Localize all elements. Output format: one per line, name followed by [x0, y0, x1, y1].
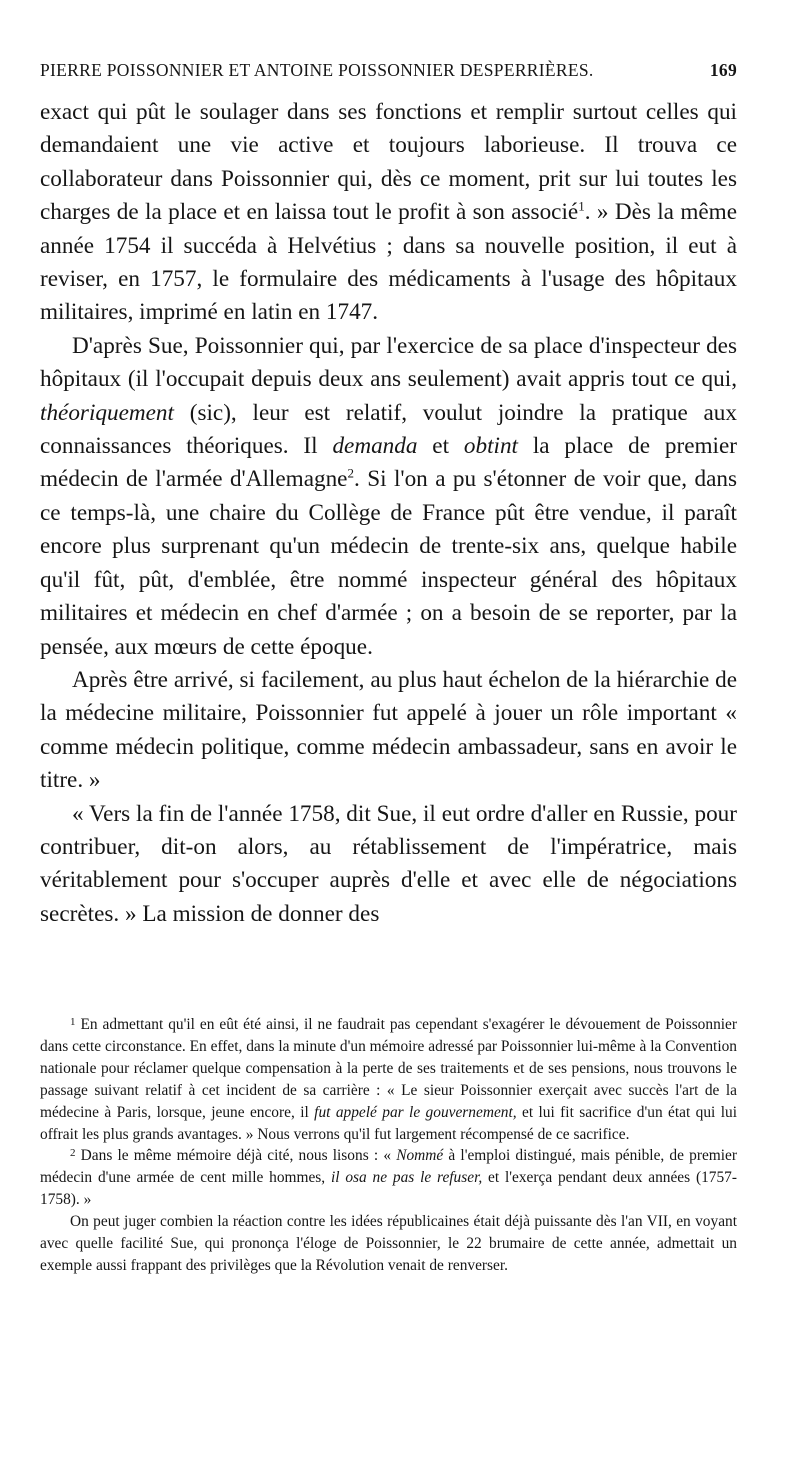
- text-run: et lui fit sacrifice d'un état qui lui offrait les plus grands avantages. » Nous verrons qu'il fut largement récompensé de ce sacrifice.: [40, 1103, 737, 1143]
- text-run: et l'exerça pendant deux années (1757-1758). »: [40, 1169, 737, 1209]
- footnote-marker: 1: [70, 1016, 76, 1028]
- paragraph-1: [40, 96, 737, 330]
- paragraph-3: Après être arrivé, si facilement, au plus haut échelon de la hiérarchie de la médecine militaire, Poissonnier fut appelé à jouer un rôle important « comme médecin politique, comme médecin ambassadeur, sans en avoir le titre. »: [40, 666, 737, 794]
- italic-text: fut appelé par le gouvernement,: [314, 1103, 517, 1121]
- text-run: (sic), leur est relatif, voulut joindre la pratique aux connaissances théoriques. Il: [40, 399, 737, 460]
- text-run: Dans le même mémoire déjà cité, nous lisons : «: [75, 1147, 397, 1165]
- text-run: . Si l'on a pu s'étonner de voir que, dans ce temps-là, une chaire du Collège de France pût être vendue, il paraît encore plus surprenant qu'un médecin de trente-six ans, quelque habile qu'il fût, pût, d'emblée, être nommé inspecteur général des hôpitaux militaires et médecin en chef d'armée ; on a besoin de se reporter, par la pensée, aux mœurs de cette époque.: [40, 466, 737, 660]
- text-run: . » Dès la même année 1754 il succéda à Helvétius ; dans sa nouvelle position, il eut à reviser, en 1757, le formulaire des médicaments à l'usage des hôpitaux militaires, imprimé en latin en 1747.: [40, 199, 737, 326]
- footnotes: [40, 1014, 737, 1277]
- text-run: et: [417, 433, 464, 460]
- italic-text: théoriquement: [40, 399, 174, 426]
- footnote-ref-2: 2: [347, 465, 354, 481]
- paragraph-2: [40, 330, 737, 664]
- footnote-2-continuation: On peut juger combien la réaction contre les idées républicaines était déjà puissante dès l'an VII, en voyant avec quelle facilité Sue, qui prononça l'éloge de Poissonnier, le 22 brumaire de cette année, admettait un exemple aussi frappant des privilèges que la Révolution venait de renverser.: [40, 1213, 737, 1274]
- italic-text: il osa ne pas le refuser,: [330, 1169, 483, 1187]
- footnote-ref-1: 1: [578, 198, 585, 214]
- text-run: D'après Sue, Poissonnier qui, par l'exercice de sa place d'inspecteur des hôpitaux (il l'occupait depuis deux ans seulement) avait appris tout ce qui,: [40, 332, 737, 393]
- paragraph-4: « Vers la fin de l'année 1758, dit Sue, il eut ordre d'aller en Russie, pour contribuer, dit-on alors, au rétablissement de l'impératrice, mais véritablement pour s'occuper auprès d'elle et avec elle de négociations secrètes. » La mission de donner des: [40, 800, 737, 927]
- footnote-marker: 2: [70, 1147, 76, 1160]
- text-run: En admettant qu'il en eût été ainsi, il ne faudrait pas cependant s'exagérer le dévouement de Poissonnier dans cette circonstance. En effet, dans la minute d'un mémoire adressé par Poissonnier lui-même à la Convention nationale pour réclamer quelque compensation à la perte de ses traitements et de ses pensions, nous trouvons le passage suivant relatif à cet incident de sa carrière : « Le sieur Poissonnier exerçait avec succès l'art de la médecine à Paris, lorsque, jeune encore, il: [40, 1016, 737, 1121]
- italic-text: demanda: [332, 433, 418, 460]
- text-run: exact qui pût le soulager dans ses fonctions et remplir surtout celles qui demandaient une vie active et toujours laborieuse. Il trouva ce collaborateur dans Poissonnier qui, dès ce moment, prit sur lui toutes les charges de la place et en laissa tout le profit à son associé: [40, 99, 737, 226]
- text-run: à l'emploi distingué, mais pénible, de premier médecin d'une armée de cent mille hommes,: [40, 1147, 737, 1187]
- page-number: 169: [709, 60, 737, 80]
- text-run: la place de premier médecin de l'armée d'Allemagne: [40, 433, 737, 493]
- italic-text: obtint: [463, 433, 518, 460]
- italic-text: Nommé: [396, 1147, 444, 1165]
- footnote-2: [40, 1145, 737, 1211]
- footnote-1: [40, 1014, 737, 1145]
- page-header: [40, 60, 737, 86]
- main-text: [40, 96, 737, 931]
- running-title: PIERRE POISSONNIER ET ANTOINE POISSONNIER DESPERRIÈRES.: [40, 60, 594, 80]
